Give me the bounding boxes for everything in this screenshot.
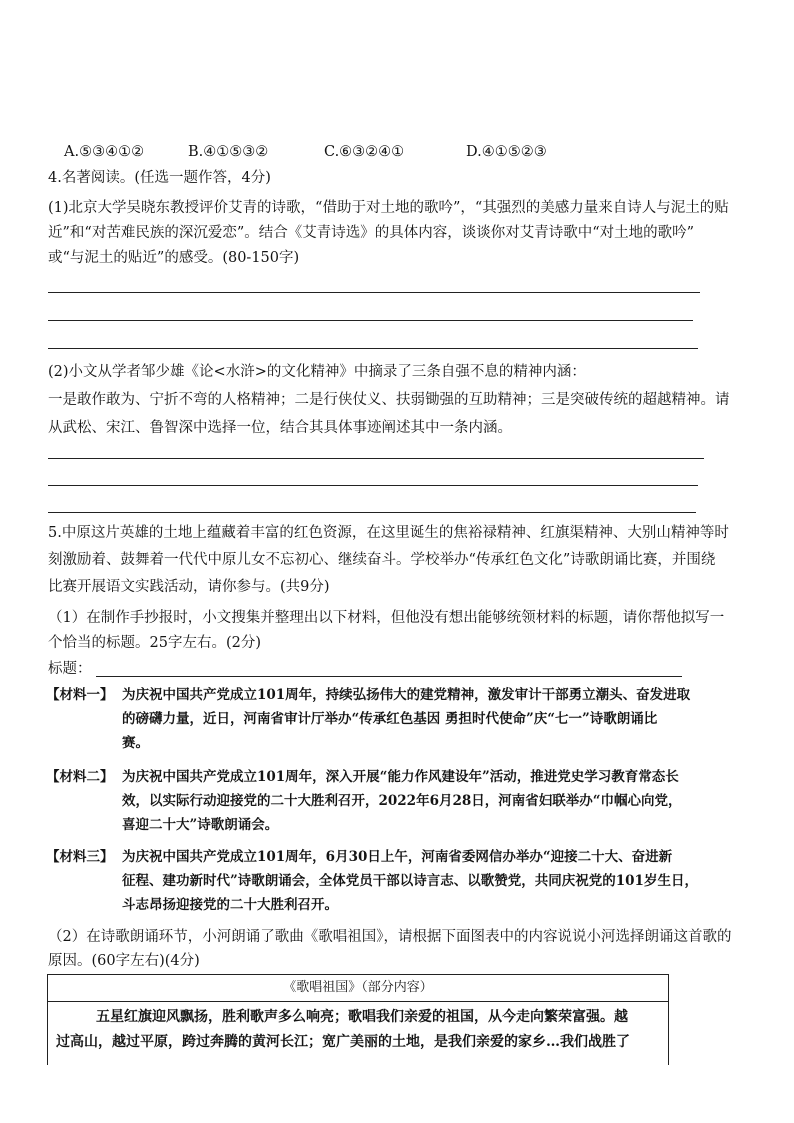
q5-sub1-line: 个恰当的标题。25字左右。(2分): [48, 635, 261, 651]
answer-line[interactable]: [48, 320, 693, 321]
material-line: 斗志昂扬迎接党的二十大胜利召开。: [122, 897, 338, 913]
material-2: [46, 766, 756, 838]
q5-sub2-line: 原因。(60字左右)(4分): [48, 953, 200, 969]
material-tag: 【材料三】: [46, 849, 114, 865]
q5-intro-line: 比赛开展语文实践活动，请你参与。(共9分): [48, 579, 330, 595]
q4-part2-line: (2)小文从学者邹少雄《论<水浒>的文化精神》中摘录了三条自强不息的精神内涵：: [48, 364, 586, 380]
q4-part2-line: 一是敢作敢为、宁折不弯的人格精神；二是行侠仗义、扶弱锄强的互助精神；三是突破传统的超越精神。请: [48, 392, 730, 408]
material-line: 为庆祝中国共产党成立101周年，持续弘扬伟大的建党精神，激发审计干部勇立潮头、奋发进取: [122, 687, 691, 703]
q5-intro-line: 刻激励着、鼓舞着一代代中原儿女不忘初心、继续奋斗。学校举办“传承红色文化”诗歌朗诵比赛，并围绕: [48, 552, 716, 568]
answer-line[interactable]: [48, 292, 700, 293]
material-1: [46, 684, 756, 756]
option-a: A.⑤③④①②: [64, 144, 145, 160]
option-b: B.④①⑤③②: [188, 144, 269, 160]
material-line: 的磅礴力量，近日，河南省审计厅举办“传承红色基因 勇担时代使命”庆“七一”诗歌朗诵比: [122, 711, 658, 727]
material-line: 为庆祝中国共产党成立101周年，深入开展“能力作风建设年”活动，推进党史学习教育常态长: [122, 769, 679, 785]
material-line: 赛。: [122, 735, 149, 751]
q4-part2-line: 从武松、宋江、鲁智深中选择一位，结合其具体事迹阐述其中一条内涵。: [48, 420, 512, 436]
q4-title: 4.名著阅读。(任选一题作答，4分): [48, 170, 271, 186]
material-line: 征程、建功新时代”诗歌朗诵会，全体党员干部以诗言志、以歌赞党，共同庆祝党的101岁生日，: [122, 873, 698, 889]
answer-line[interactable]: [48, 458, 704, 459]
q5-sub1-line: （1）在制作手抄报时，小文搜集并整理出以下材料，但他没有想出能够统领材料的标题，请你帮他拟写一: [48, 610, 725, 626]
material-line: 为庆祝中国共产党成立101周年，6月30日上午，河南省委网信办举办“迎接二十大、奋进新: [122, 849, 673, 865]
lyrics-table-title: 《歌唱祖国》（部分内容）: [48, 975, 668, 1002]
answer-line[interactable]: [48, 348, 698, 349]
q4-part1-line: 近”和“对苦难民族的深沉爱恋”。结合《艾青诗选》的具体内容，谈谈你对艾青诗歌中“对土地的歌吟”: [48, 225, 695, 241]
q4-part1-line: (1)北京大学吴晓东教授评价艾青的诗歌，“借助于对土地的歌吟”，“其强烈的美感力量来自诗人与泥土的贴: [48, 200, 729, 216]
q5-intro-line: 5.中原这片英雄的土地上蕴藏着丰富的红色资源，在这里诞生的焦裕禄精神、红旗渠精神、大别山精神等时: [48, 525, 729, 541]
option-c: C.⑥③②④①: [324, 144, 405, 160]
q5-sub2-line: （2）在诗歌朗诵环节，小河朗诵了歌曲《歌唱祖国》，请根据下面图表中的内容说说小河选择朗诵这首歌的: [48, 929, 732, 945]
lyrics-line: 五星红旗迎风飘扬，胜利歌声多么响亮；歌唱我们亲爱的祖国，从今走向繁荣富强。越: [96, 1009, 628, 1025]
lyrics-line: 过高山，越过平原，跨过奔腾的黄河长江；宽广美丽的土地，是我们亲爱的家乡…我们战胜了: [56, 1034, 630, 1050]
material-3: [46, 846, 756, 918]
q4-part1-line: 或“与泥土的贴近”的感受。(80-150字): [48, 250, 300, 266]
answer-line[interactable]: [48, 512, 696, 513]
lyrics-table: [47, 974, 669, 1065]
material-tag: 【材料二】: [46, 769, 114, 785]
material-line: 效，以实际行动迎接党的二十大胜利召开，2022年6月28日，河南省妇联举办“巾帼心向党，: [122, 793, 682, 809]
title-label: 标题：: [48, 661, 92, 677]
answer-line[interactable]: [48, 485, 698, 486]
title-answer-line[interactable]: [96, 676, 682, 677]
option-d: D.④①⑤②③: [466, 144, 547, 160]
material-line: 喜迎二十大”诗歌朗诵会。: [122, 817, 279, 833]
material-tag: 【材料一】: [46, 687, 114, 703]
